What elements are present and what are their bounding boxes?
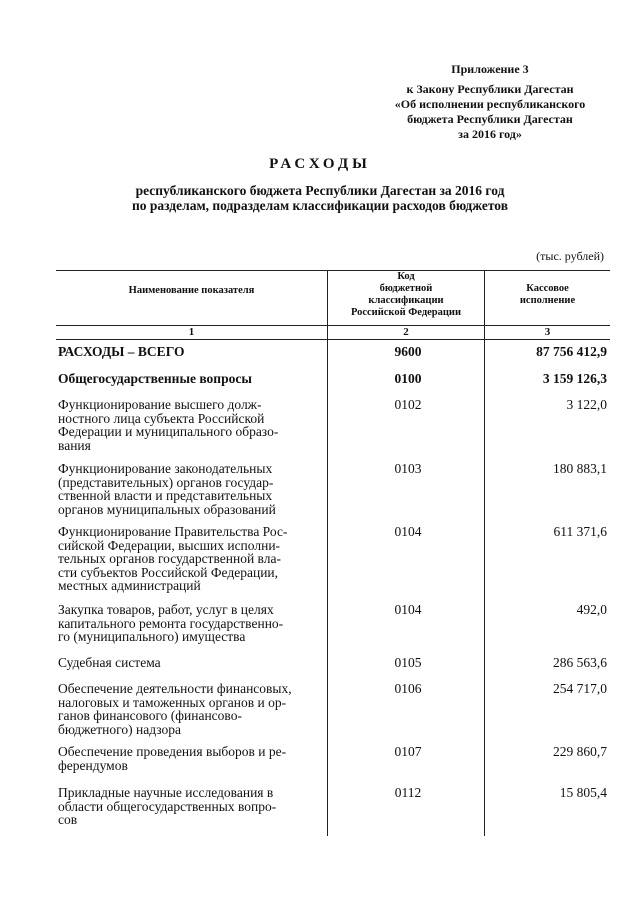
- row-amount: 3 159 126,3: [542, 371, 607, 386]
- row-name-line: ганов финансового (финансово-: [58, 708, 242, 723]
- row-name-line: ферендумов: [58, 757, 128, 773]
- row-name: [58, 603, 324, 644]
- row-code: 0107: [394, 744, 422, 759]
- row-name-line: Функционирование высшего долж-: [58, 397, 262, 412]
- row-code: 0104: [394, 602, 422, 617]
- row-amount: 286 563,6: [553, 655, 607, 670]
- row-name-line: сийской Федерации, высших исполни-: [58, 537, 281, 553]
- row-name: [58, 656, 324, 670]
- document-title: РАСХОДЫ: [269, 156, 371, 172]
- row-name-line: Функционирование Правительства Рос-: [58, 524, 288, 539]
- row-amount: 254 717,0: [553, 681, 607, 696]
- row-amount: 492,0: [576, 602, 607, 617]
- row-name: [58, 786, 324, 827]
- column-divider: [484, 270, 485, 836]
- row-name-line: Закупка товаров, работ, услуг в целях: [58, 602, 274, 617]
- row-code: 0105: [394, 655, 422, 670]
- row-amount: 3 122,0: [566, 397, 607, 412]
- row-name-line: сти субъектов Российской Федерации,: [58, 564, 279, 580]
- header-name: Наименование показателя: [128, 285, 255, 296]
- row-name: [58, 462, 324, 516]
- row-amount: 15 805,4: [559, 785, 607, 800]
- row-amount: 229 860,7: [553, 744, 607, 759]
- row-name-line: тельных органов государственной вла-: [58, 551, 281, 566]
- document-subtitle: [40, 183, 600, 213]
- header-code-line: бюджетной: [379, 283, 433, 294]
- row-code: 0102: [394, 397, 422, 412]
- row-name-line: Функционирование законодательных: [58, 461, 273, 476]
- column-number: 1: [188, 326, 195, 338]
- row-name-line: области общегосударственных вопро-: [58, 798, 277, 814]
- units-label: (тыс. рублей): [536, 249, 604, 263]
- row-name-line: Прикладные научные исследования в: [58, 785, 274, 800]
- header-amount: [485, 283, 610, 307]
- row-name-line: налоговых и таможенных органов и ор-: [58, 694, 287, 710]
- row-amount: 87 756 412,9: [536, 344, 607, 359]
- row-name-line: местных администраций: [58, 578, 201, 593]
- row-code: 0106: [394, 681, 422, 696]
- header-code-line: Российской Федерации: [350, 307, 462, 318]
- appendix-title: Приложение 3: [451, 62, 529, 76]
- row-name-line: го (муниципального) имущества: [58, 629, 246, 644]
- row-code: 0104: [394, 524, 422, 539]
- row-name-line: бюджетного) надзора: [58, 721, 181, 737]
- row-amount: 180 883,1: [553, 461, 607, 476]
- row-name: [58, 345, 324, 359]
- row-name-line: вания: [58, 437, 91, 453]
- row-name-line: Общегосударственные вопросы: [58, 371, 252, 386]
- subtitle-line: республиканского бюджета Республики Дагестан за 2016 год: [135, 183, 505, 198]
- row-code: 0103: [394, 461, 422, 476]
- row-name: [58, 745, 324, 772]
- appendix-line: бюджета Республики Дагестан: [407, 112, 573, 126]
- header-code-line: классификации: [368, 295, 444, 306]
- appendix-block: [370, 62, 610, 142]
- appendix-line: «Об исполнении республиканского: [394, 97, 586, 111]
- column-number: 2: [403, 326, 409, 338]
- header-amount-line: исполнение: [519, 295, 576, 306]
- expenses-table: [56, 268, 610, 838]
- row-name-line: Обеспечение деятельности финансовых,: [58, 681, 292, 696]
- row-amount: 611 371,6: [553, 524, 607, 539]
- row-name: [58, 525, 324, 593]
- subtitle-line: по разделам, подразделам классификации расходов бюджетов: [131, 198, 509, 213]
- row-code: 9600: [394, 344, 422, 359]
- row-code: 0112: [394, 785, 422, 800]
- row-name-line: Обеспечение проведения выборов и ре-: [58, 744, 287, 759]
- row-name-line: Федерации и муниципального образо-: [58, 424, 279, 439]
- column-number: 3: [544, 326, 551, 338]
- row-name-line: Судебная система: [58, 655, 161, 670]
- row-name: [58, 398, 324, 452]
- appendix-line: за 2016 год»: [458, 127, 522, 141]
- header-code-line: Код: [397, 271, 415, 282]
- appendix-line: к Закону Республики Дагестан: [406, 82, 574, 96]
- row-name: [58, 372, 324, 386]
- row-name-line: капитального ремонта государственно-: [58, 615, 284, 631]
- header-code: [328, 271, 484, 319]
- row-name-line: ностного лица субъекта Российской: [58, 410, 265, 426]
- row-name-line: РАСХОДЫ – ВСЕГО: [58, 344, 185, 359]
- row-name-line: (представительных) органов государ-: [58, 474, 274, 490]
- row-name-line: сов: [58, 812, 78, 827]
- row-name: [58, 682, 324, 736]
- row-code: 0100: [394, 371, 422, 386]
- row-name-line: ственной власти и представительных: [58, 488, 273, 503]
- column-numbers-bottom-border: [56, 339, 610, 340]
- header-amount-line: Кассовое: [526, 283, 569, 294]
- column-divider: [327, 270, 328, 836]
- row-name-line: органов муниципальных образований: [58, 501, 276, 517]
